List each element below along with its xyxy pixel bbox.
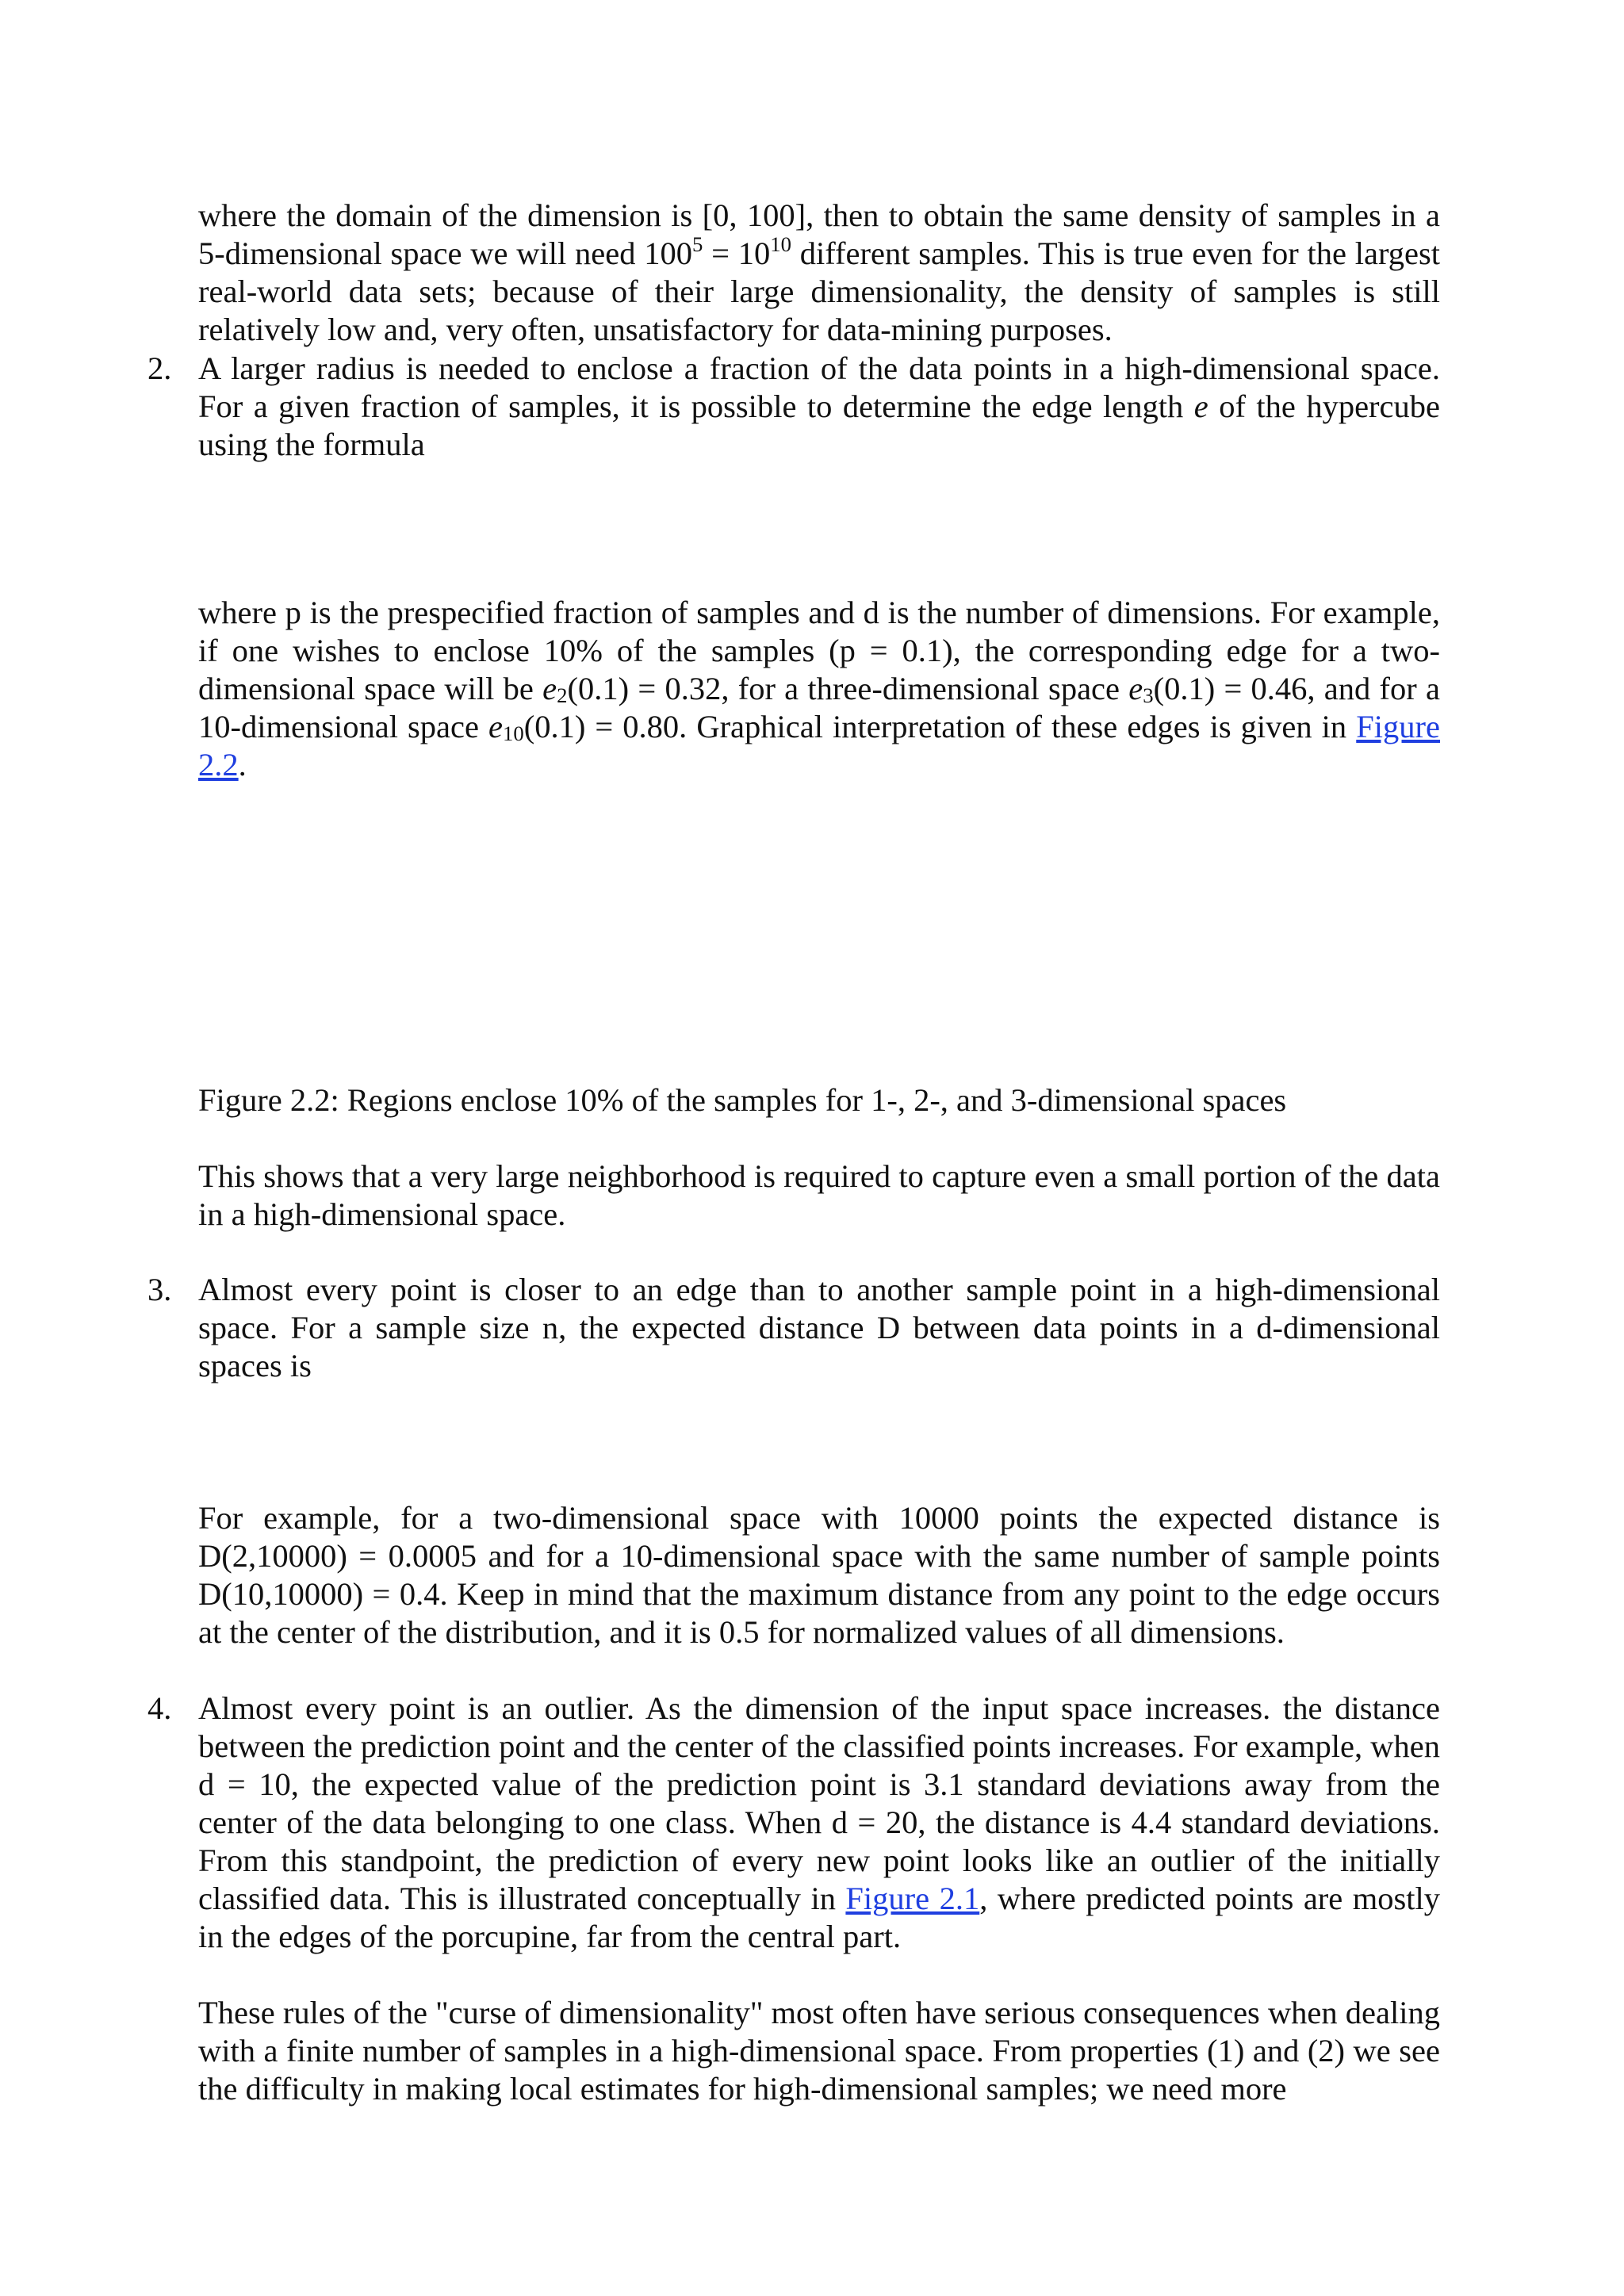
variable-e: e [1193,388,1208,424]
variable-e: e [542,671,557,706]
list-item-4-text [198,1689,1440,1956]
list-number-2: 2. [147,350,172,386]
list-number-3: 3. [147,1272,172,1307]
list-item-3-text: Almost every point is closer to an edge than to another sample point in a high-dimensional space. For a sample size n, the expected distance D between data points in a d-dimensional spaces is [198,1272,1440,1383]
paragraph-distance-examples: For example, for a two-dimensional space with 10000 points the expected distance is D(2,10000) = 0.0005 and for a 10-dimensional space with the same number of sample points D(10,10000) = 0.4. Keep in mind that the maximum distance from any point to the edge occurs at the center of the distribution, and it is 0.5 for normalized values of all dimensions. [198,1500,1440,1650]
text-span: = [703,235,738,271]
text-span: of the hypercube using the formula [198,388,1440,462]
text-span: where p is the prespecified fraction of samples and d is the number of dimensions. For example, if one wishes to enclose 10% of the samples (p = 0.1), the corresponding edge for a two-dimensional space will be [198,595,1440,706]
text-span: where the domain of the dimension is [0, 100], then to obtain the same density of samples in a 5-dimensional space we will need [198,197,1440,271]
text-span: , where predicted points are mostly in the edges of the porcupine, far from the central part. [198,1881,1440,1954]
text-span: (0.1) = 0.80. Graphical interpretation of these edges is given in [523,709,1357,744]
figure-caption: Figure 2.2: Regions enclose 10% of the samples for 1-, 2-, and 3-dimensional spaces [198,1082,1287,1118]
text-span: A larger radius is needed to enclose a fraction of the data points in a high-dimensional space. For a given fraction of samples, it is possible to determine the edge length [198,350,1440,424]
text-span: 10 [737,235,771,271]
variable-e: e [1128,671,1143,706]
subscript: 10 [503,721,524,745]
text-span: 100 [644,235,693,271]
paragraph-neighborhood: This shows that a very large neighborhood is required to capture even a small portion of the data in a high-dimensional space. [198,1158,1440,1232]
text-span: . [238,747,247,783]
paragraph-sample-density [198,197,1440,349]
text-span: (0.1) = 0.32, for a three-dimensional space [567,671,1129,706]
list-item-2-text [198,350,1440,464]
variable-e: e [488,709,503,744]
text-span: (0.1) = 0.46, and for a 10-dimensional space [198,671,1440,744]
figure-2-1-link[interactable]: Figure 2.1 [845,1881,980,1916]
superscript: 10 [770,232,792,256]
list-number-4: 4. [147,1690,172,1726]
subscript: 3 [1143,683,1154,707]
superscript: 5 [692,232,703,256]
paragraph-curse-consequences: These rules of the "curse of dimensionality" most often have serious consequences when dealing with a finite number of samples in a high-dimensional space. From properties (1) and (2) we see the difficulty in making local estimates for high-dimensional samples; we need more [198,1995,1440,2107]
figure-2-2-link[interactable]: Figure 2.2 [198,709,1440,783]
paragraph-edge-examples [198,594,1440,784]
subscript: 2 [557,683,568,707]
text-span: Almost every point is an outlier. As the dimension of the input space increases. the distance between the prediction point and the center of the classified points increases. For example, when d = 10, the expected value of the prediction point is 3.1 standard deviations away from the center of the data belonging to one class. When d = 20, the distance is 4.4 standard deviations. From this standpoint, the prediction of every new point looks like an outlier of the initially classified data. This is illustrated conceptually in [198,1690,1440,1916]
text-span: different samples. This is true even for the largest real-world data sets; because of their large dimensionality, the density of samples is still relatively low and, very often, unsatisfactory for data-mining purposes. [198,235,1441,347]
